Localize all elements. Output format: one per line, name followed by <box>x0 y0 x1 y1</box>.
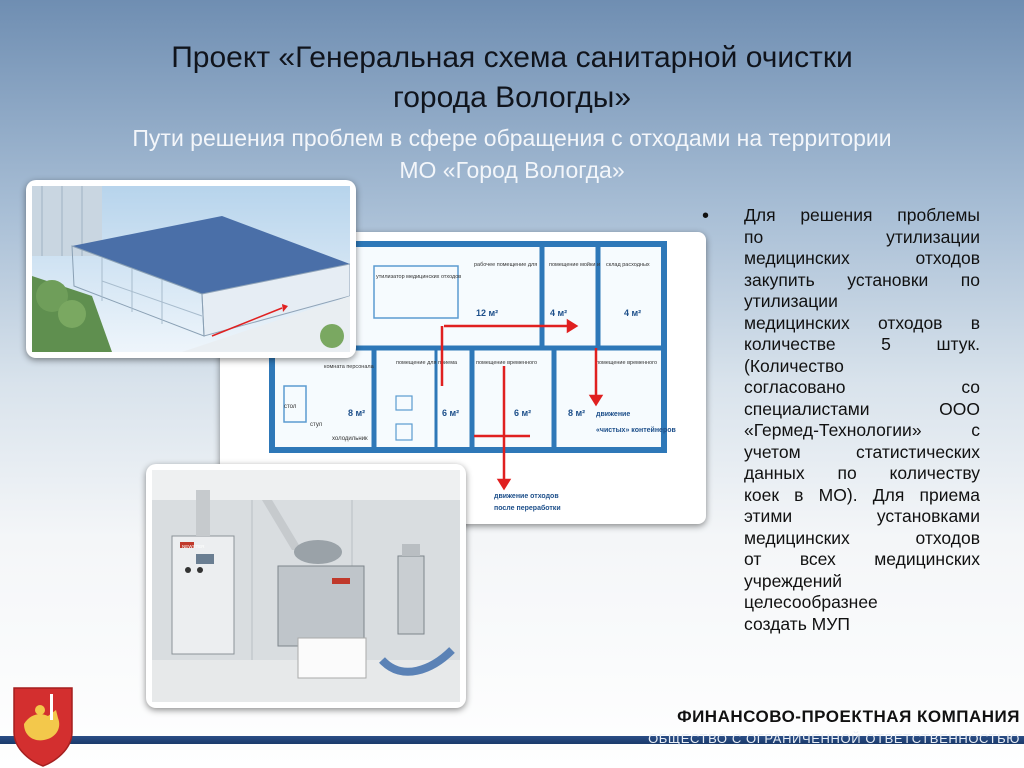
bullet-line: медицинских отходов <box>744 248 980 268</box>
bullet-line: медицинских отходов <box>744 527 980 548</box>
bullet-line: Для решения проблемы <box>744 205 980 225</box>
area-12: 12 м² <box>476 308 499 318</box>
bullet-line: этими установками <box>744 506 980 526</box>
bullet-line: «Гермед-Технологии» с <box>744 420 980 440</box>
slide-title <box>60 38 964 118</box>
room-label-storage: склад расходных <box>606 262 650 268</box>
bullet-line: специалистами ООО <box>744 398 980 419</box>
company-type: ОБЩЕСТВО С ОГРАНИЧЕННОЙ ОТВЕТСТВЕННОСТЬЮ <box>648 731 1020 746</box>
equipment-drawing <box>152 470 460 702</box>
coat-of-arms-icon <box>10 684 76 768</box>
bullet-line: утилизации <box>744 291 838 311</box>
bullet-line: учетом статистических <box>744 441 980 462</box>
area-4a: 4 м² <box>550 308 568 318</box>
bullet-line: медицинских отходов в <box>744 312 980 333</box>
room-label-work: рабочее помещение для <box>474 262 538 268</box>
bullet-line: закупить установки по <box>744 269 980 290</box>
bullet-line: коек в МО). Для приема <box>744 484 980 505</box>
slide-subtitle <box>60 122 964 186</box>
label-after-2: после переработки <box>494 505 561 512</box>
area-6b: 6 м² <box>514 408 532 418</box>
bullet-line: согласовано со <box>744 377 980 397</box>
bullet-line: по утилизации <box>744 226 980 247</box>
label-fridge: холодильник <box>332 436 368 442</box>
room-label-receive: помещение для приема <box>396 360 458 366</box>
label-clean-move: движение <box>596 411 631 418</box>
equipment-photo <box>146 464 466 708</box>
bullet-line: от всех медицинских <box>744 549 980 569</box>
bullet-point: • <box>702 205 710 227</box>
newster-label-cabinet: NEWSTER <box>182 544 205 549</box>
area-8b: 8 м² <box>568 408 586 418</box>
building-rendering-image <box>26 180 356 358</box>
label-clean-move-2: «чистых» контейнеров <box>596 427 676 434</box>
label-after-1: движение отходов <box>494 493 559 500</box>
room-label-containers: помещение временного <box>596 360 658 366</box>
bullet-line: целесообразнее <box>744 592 878 612</box>
bullet-line: (Количество <box>744 355 844 376</box>
building-drawing <box>32 186 350 352</box>
room-label-wash: помещение мойки и <box>549 262 601 268</box>
company-name: ФИНАНСОВО-ПРОЕКТНАЯ КОМПАНИЯ <box>677 707 1020 726</box>
title-line-1: Проект «Генеральная схема санитарной очистки <box>171 41 853 74</box>
label-chair: стул <box>310 422 323 428</box>
area-4b: 4 м² <box>624 308 642 318</box>
bullet-paragraph <box>744 205 980 635</box>
subtitle-line-2: МО «Город Вологда» <box>399 157 625 183</box>
room-label-utilizer: утилизатор медицинских отходов <box>376 274 462 280</box>
area-6a: 6 м² <box>442 408 460 418</box>
bullet-line: создать МУП <box>744 613 850 634</box>
bullet-line: учреждений <box>744 570 843 591</box>
room-label-staff: комната персонала <box>324 364 374 370</box>
subtitle-line-1: Пути решения проблем в сфере обращения с отходами на территории <box>132 125 892 151</box>
label-table: стол <box>284 404 297 410</box>
room-label-treated: помещение временного <box>476 360 538 366</box>
area-8a: 8 м² <box>348 408 366 418</box>
title-line-2: города Вологды» <box>392 81 632 114</box>
bullet-line: данных по количеству <box>744 463 980 483</box>
bullet-line: количестве 5 штук. <box>744 334 980 354</box>
